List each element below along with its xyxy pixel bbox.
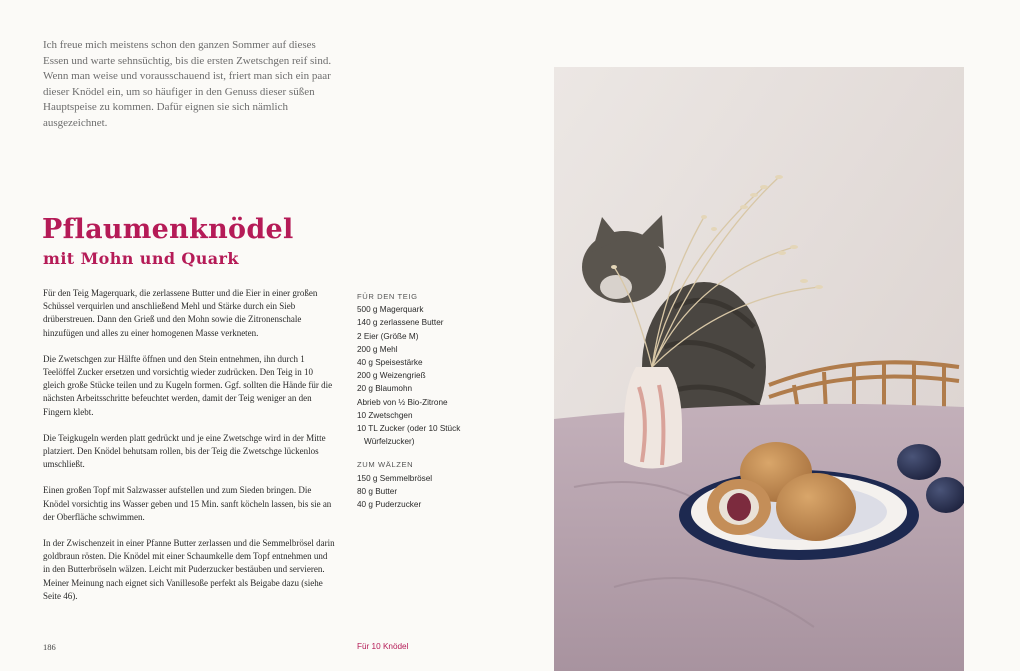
ingredient-item: Abrieb von ½ Bio-Zitrone [357,397,448,407]
ingredient-item: 200 g Mehl [357,344,398,354]
ingredient-item: 140 g zerlassene Butter [357,318,444,328]
instruction-step: Die Teigkugeln werden platt gedrückt und je eine Zwetschge wird in der Mitte platziert. Den Knödel behutsam rollen, bis der Teig die Zwetschge lückenlos umschließt. [43,432,326,470]
ingredient-group-dough [357,290,487,448]
intro-paragraph: Ich freue mich meistens schon den ganzen Sommer auf dieses Essen und warte sehnsüchtig, bis die ersten Zwetschgen reif sind. Wenn man weise und vorausschauend ist, friert man sich ein paar dieser Knödel ein, um so häufiger in den Genuss dieser süßen Hauptspeise zu kommen. Dafür eignen sie sich nämlich ausgezeichnet. [43,39,332,129]
vase [624,367,682,469]
instruction-step: In der Zwischenzeit in einer Pfanne Butter zerlassen und die Semmelbrösel darin goldbraun rösten. Die Knödel mit einer Schaumkelle dem Topf entnehmen und in den Butterbröseln wälzen. Leicht mit Puderzucker bestäuben und servieren. Meiner Meinung nach eignet sich Vanillesoße perfekt als Beigabe dazu (siehe Seite 46). [43,538,335,601]
ingredient-item: 10 TL Zucker (oder 10 Stück Würfelzucker) [357,424,461,447]
page-number: 186 [43,642,56,652]
ingredient-item: 200 g Weizengrieß [357,371,426,381]
instruction-step: Die Zwetschgen zur Hälfte öffnen und den Stein entnehmen, ihn durch 1 Teelöffel Zucker ersetzen und vorsichtig wieder zudrücken. Den Teig in 10 gleich große Stücke teilen und zu Kugeln formen. Ggf. sollten die Hände für die nächsten Arbeitsschritte befeuchtet werden, damit der Teig weniger an den Fingern klebt. [43,353,333,417]
recipe-photo [554,67,964,671]
ingredient-item: 20 g Blaumohn [357,384,413,394]
ingredient-item: 150 g Semmelbrösel [357,473,433,483]
instruction-step: Einen großen Topf mit Salzwasser aufstellen und zum Sieden bringen. Die Knödel vorsichtig ins Wasser geben und 15 Min. sanft köcheln lassen, bis sie an der Oberfläche schwimmen. [43,485,332,522]
ingredient-list [357,290,487,521]
ingredient-group-heading: FÜR DEN TEIG [357,292,418,301]
instruction-step: Für den Teig Magerquark, die zerlassene Butter und die Eier in einer großen Schüssel verquirlen und anschließend Mehl und Stärke durch ein Sieb drüberstreuen. Dann den Grieß und den Mohn sowie die Zitronenschale hinzufügen und alles zu einer homogenen Masse verkneten. [43,288,318,338]
ingredient-item: 10 Zwetschgen [357,410,413,420]
recipe-subtitle: mit Mohn und Quark [43,249,239,268]
instructions [43,287,335,616]
ingredient-item: 500 g Magerquark [357,305,424,315]
plum [897,444,941,480]
ingredient-group-coating [357,458,487,511]
recipe-title: Pflaumenknödel [42,214,294,245]
ingredient-item: 2 Eier (Größe M) [357,331,419,341]
ingredient-group-heading: ZUM WÄLZEN [357,460,414,470]
ingredient-item: 40 g Puderzucker [357,500,422,510]
recipe-yield: Für 10 Knödel [357,642,409,651]
ingredient-item: 80 g Butter [357,486,398,496]
ingredient-item: 40 g Speisestärke [357,358,423,368]
